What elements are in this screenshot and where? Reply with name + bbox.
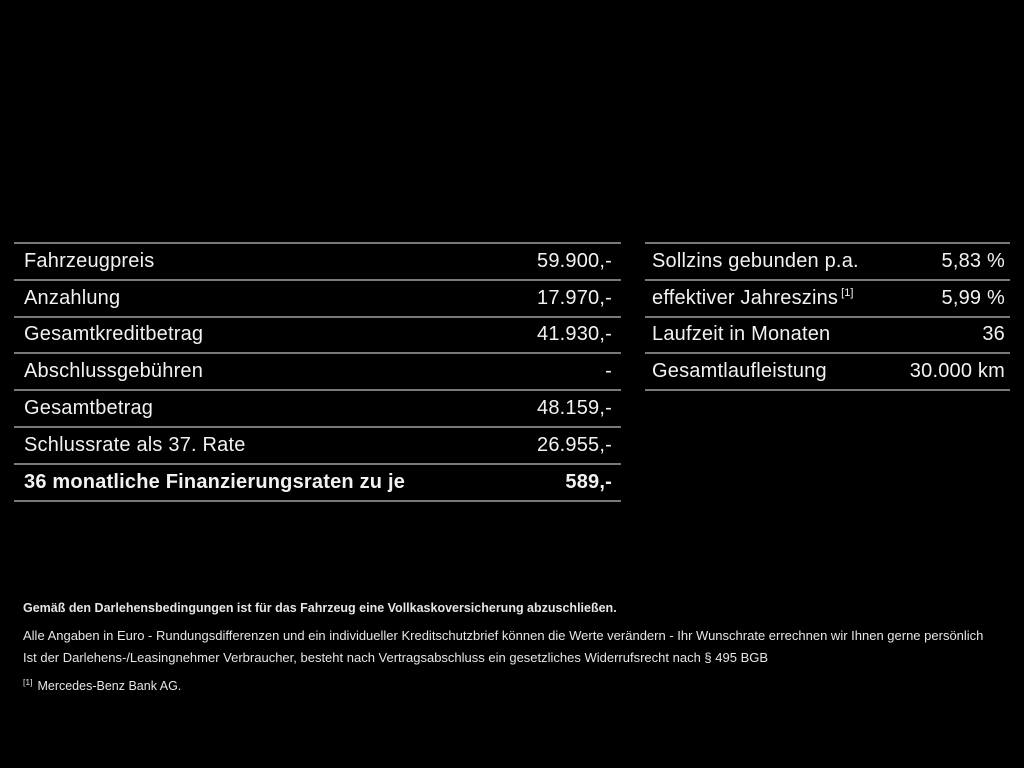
footnote-withdrawal-right: Ist der Darlehens-/Leasingnehmer Verbraucher, besteht nach Vertragsabschluss ein gesetzliches Widerrufsrecht nach § 495 BGB (23, 650, 769, 665)
row-label: Fahrzeugpreis (24, 249, 155, 272)
table-row (14, 352, 621, 389)
row-label: Gesamtkreditbetrag (24, 323, 204, 346)
table-row (645, 352, 1010, 389)
row-value: 59.900,- (537, 249, 612, 272)
row-label: Gesamtlaufleistung (652, 360, 827, 383)
row-value: 30.000 km (909, 360, 1005, 383)
row-label: effektiver Jahreszins [1] (652, 286, 854, 309)
row-value: 5,83 % (941, 249, 1005, 272)
row-label: Anzahlung (24, 286, 121, 309)
row-label: 36 monatliche Finanzierungsraten zu je (24, 470, 406, 493)
footnote-insurance-requirement: Gemäß den Darlehensbedingungen ist für das Fahrzeug eine Vollkaskoversicherung abzuschließen. (23, 601, 617, 615)
row-label: Laufzeit in Monaten (652, 323, 831, 346)
footnote-bank-name: Mercedes-Benz Bank AG. (37, 679, 182, 694)
row-value: 17.970,- (537, 286, 612, 309)
row-label: Gesamtbetrag (24, 397, 154, 420)
table-row-monthly-rate (14, 463, 621, 500)
table-row (14, 389, 621, 426)
row-value: 589,- (565, 470, 612, 493)
footnote-marker: [1] (841, 287, 854, 300)
row-value: 36 (982, 323, 1005, 346)
row-value: 5,99 % (941, 286, 1005, 309)
row-value: 48.159,- (537, 397, 612, 420)
row-label: Sollzins gebunden p.a. (652, 249, 859, 272)
row-value: 41.930,- (537, 323, 612, 346)
footnote-disclaimer: Alle Angaben in Euro - Rundungsdifferenzen und ein individueller Kreditschutzbrief können die Werte verändern - Ihr Wunschrate errechnen wir Ihnen gerne persönlich (23, 628, 984, 643)
footnote-bank-reference (23, 677, 1008, 693)
footnote-marker: [1] (23, 677, 33, 687)
table-row (14, 316, 621, 353)
row-value: - (605, 360, 612, 383)
row-label: Schlussrate als 37. Rate (24, 433, 246, 456)
table-row (645, 242, 1010, 279)
table-row (14, 242, 621, 279)
row-label: Abschlussgebühren (24, 360, 204, 383)
row-value: 26.955,- (537, 433, 612, 456)
financing-conditions-table (645, 242, 1010, 391)
footnotes-block (23, 601, 1008, 693)
table-row (14, 279, 621, 316)
table-row (645, 279, 1010, 316)
table-row (14, 426, 621, 463)
table-row (645, 316, 1010, 353)
financing-amounts-table (14, 242, 621, 502)
